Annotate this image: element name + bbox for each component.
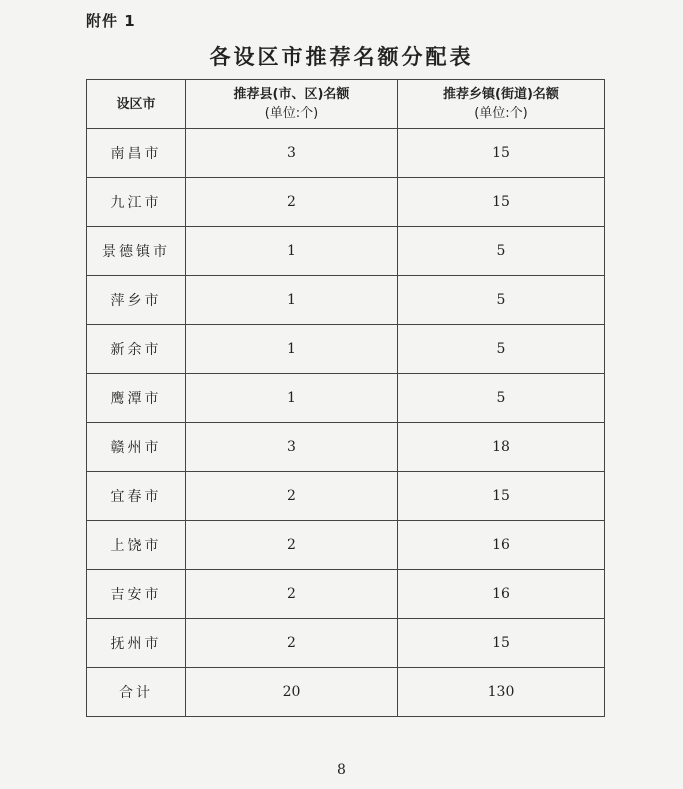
township-quota-cell: 5 — [398, 227, 605, 276]
page-number: 8 — [337, 762, 346, 778]
table-row — [87, 374, 605, 423]
table-row — [87, 276, 605, 325]
table-total-row — [87, 668, 605, 717]
header-county-label: 推荐县(市、区)名额 — [233, 87, 350, 102]
table-row — [87, 129, 605, 178]
header-county-unit: (单位:个) — [264, 106, 319, 121]
city-cell: 萍乡市 — [87, 276, 186, 325]
city-cell: 吉安市 — [87, 570, 186, 619]
table-row — [87, 178, 605, 227]
township-quota-cell: 16 — [398, 521, 605, 570]
city-cell: 宜春市 — [87, 472, 186, 521]
city-cell: 新余市 — [87, 325, 186, 374]
township-quota-cell: 15 — [398, 619, 605, 668]
city-cell: 抚州市 — [87, 619, 186, 668]
city-cell: 鹰潭市 — [87, 374, 186, 423]
allocation-table — [86, 79, 605, 717]
township-quota-cell: 5 — [398, 276, 605, 325]
township-quota-cell: 15 — [398, 129, 605, 178]
county-quota-cell: 1 — [186, 374, 398, 423]
county-quota-cell: 2 — [186, 619, 398, 668]
table-row — [87, 570, 605, 619]
total-label-cell: 合计 — [87, 668, 186, 717]
county-quota-cell: 2 — [186, 521, 398, 570]
header-township-unit: (单位:个) — [474, 106, 528, 121]
township-quota-cell: 5 — [398, 325, 605, 374]
city-cell: 九江市 — [87, 178, 186, 227]
county-quota-cell: 2 — [186, 570, 398, 619]
table-row — [87, 423, 605, 472]
city-cell: 南昌市 — [87, 129, 186, 178]
page-title: 各设区市推荐名额分配表 — [209, 44, 474, 69]
township-quota-cell: 18 — [398, 423, 605, 472]
table-row — [87, 472, 605, 521]
county-quota-cell: 1 — [186, 227, 398, 276]
header-city — [87, 80, 186, 129]
attachment-label: 附件 1 — [86, 12, 136, 30]
county-quota-cell: 1 — [186, 325, 398, 374]
county-quota-cell: 1 — [186, 276, 398, 325]
total-township-cell: 130 — [398, 668, 605, 717]
township-quota-cell: 16 — [398, 570, 605, 619]
table-row — [87, 619, 605, 668]
total-county-cell: 20 — [186, 668, 398, 717]
county-quota-cell: 3 — [186, 129, 398, 178]
table-row — [87, 227, 605, 276]
county-quota-cell: 2 — [186, 472, 398, 521]
table-header-row — [87, 80, 605, 129]
city-cell: 赣州市 — [87, 423, 186, 472]
city-cell: 上饶市 — [87, 521, 186, 570]
header-township-quota — [398, 80, 605, 129]
header-city-label: 设区市 — [116, 96, 156, 112]
city-cell: 景德镇市 — [87, 227, 186, 276]
township-quota-cell: 15 — [398, 472, 605, 521]
county-quota-cell: 2 — [186, 178, 398, 227]
table-row — [87, 521, 605, 570]
table-row — [87, 325, 605, 374]
header-township-label: 推荐乡镇(街道)名额 — [443, 87, 559, 102]
township-quota-cell: 5 — [398, 374, 605, 423]
county-quota-cell: 3 — [186, 423, 398, 472]
header-county-quota — [186, 80, 398, 129]
township-quota-cell: 15 — [398, 178, 605, 227]
